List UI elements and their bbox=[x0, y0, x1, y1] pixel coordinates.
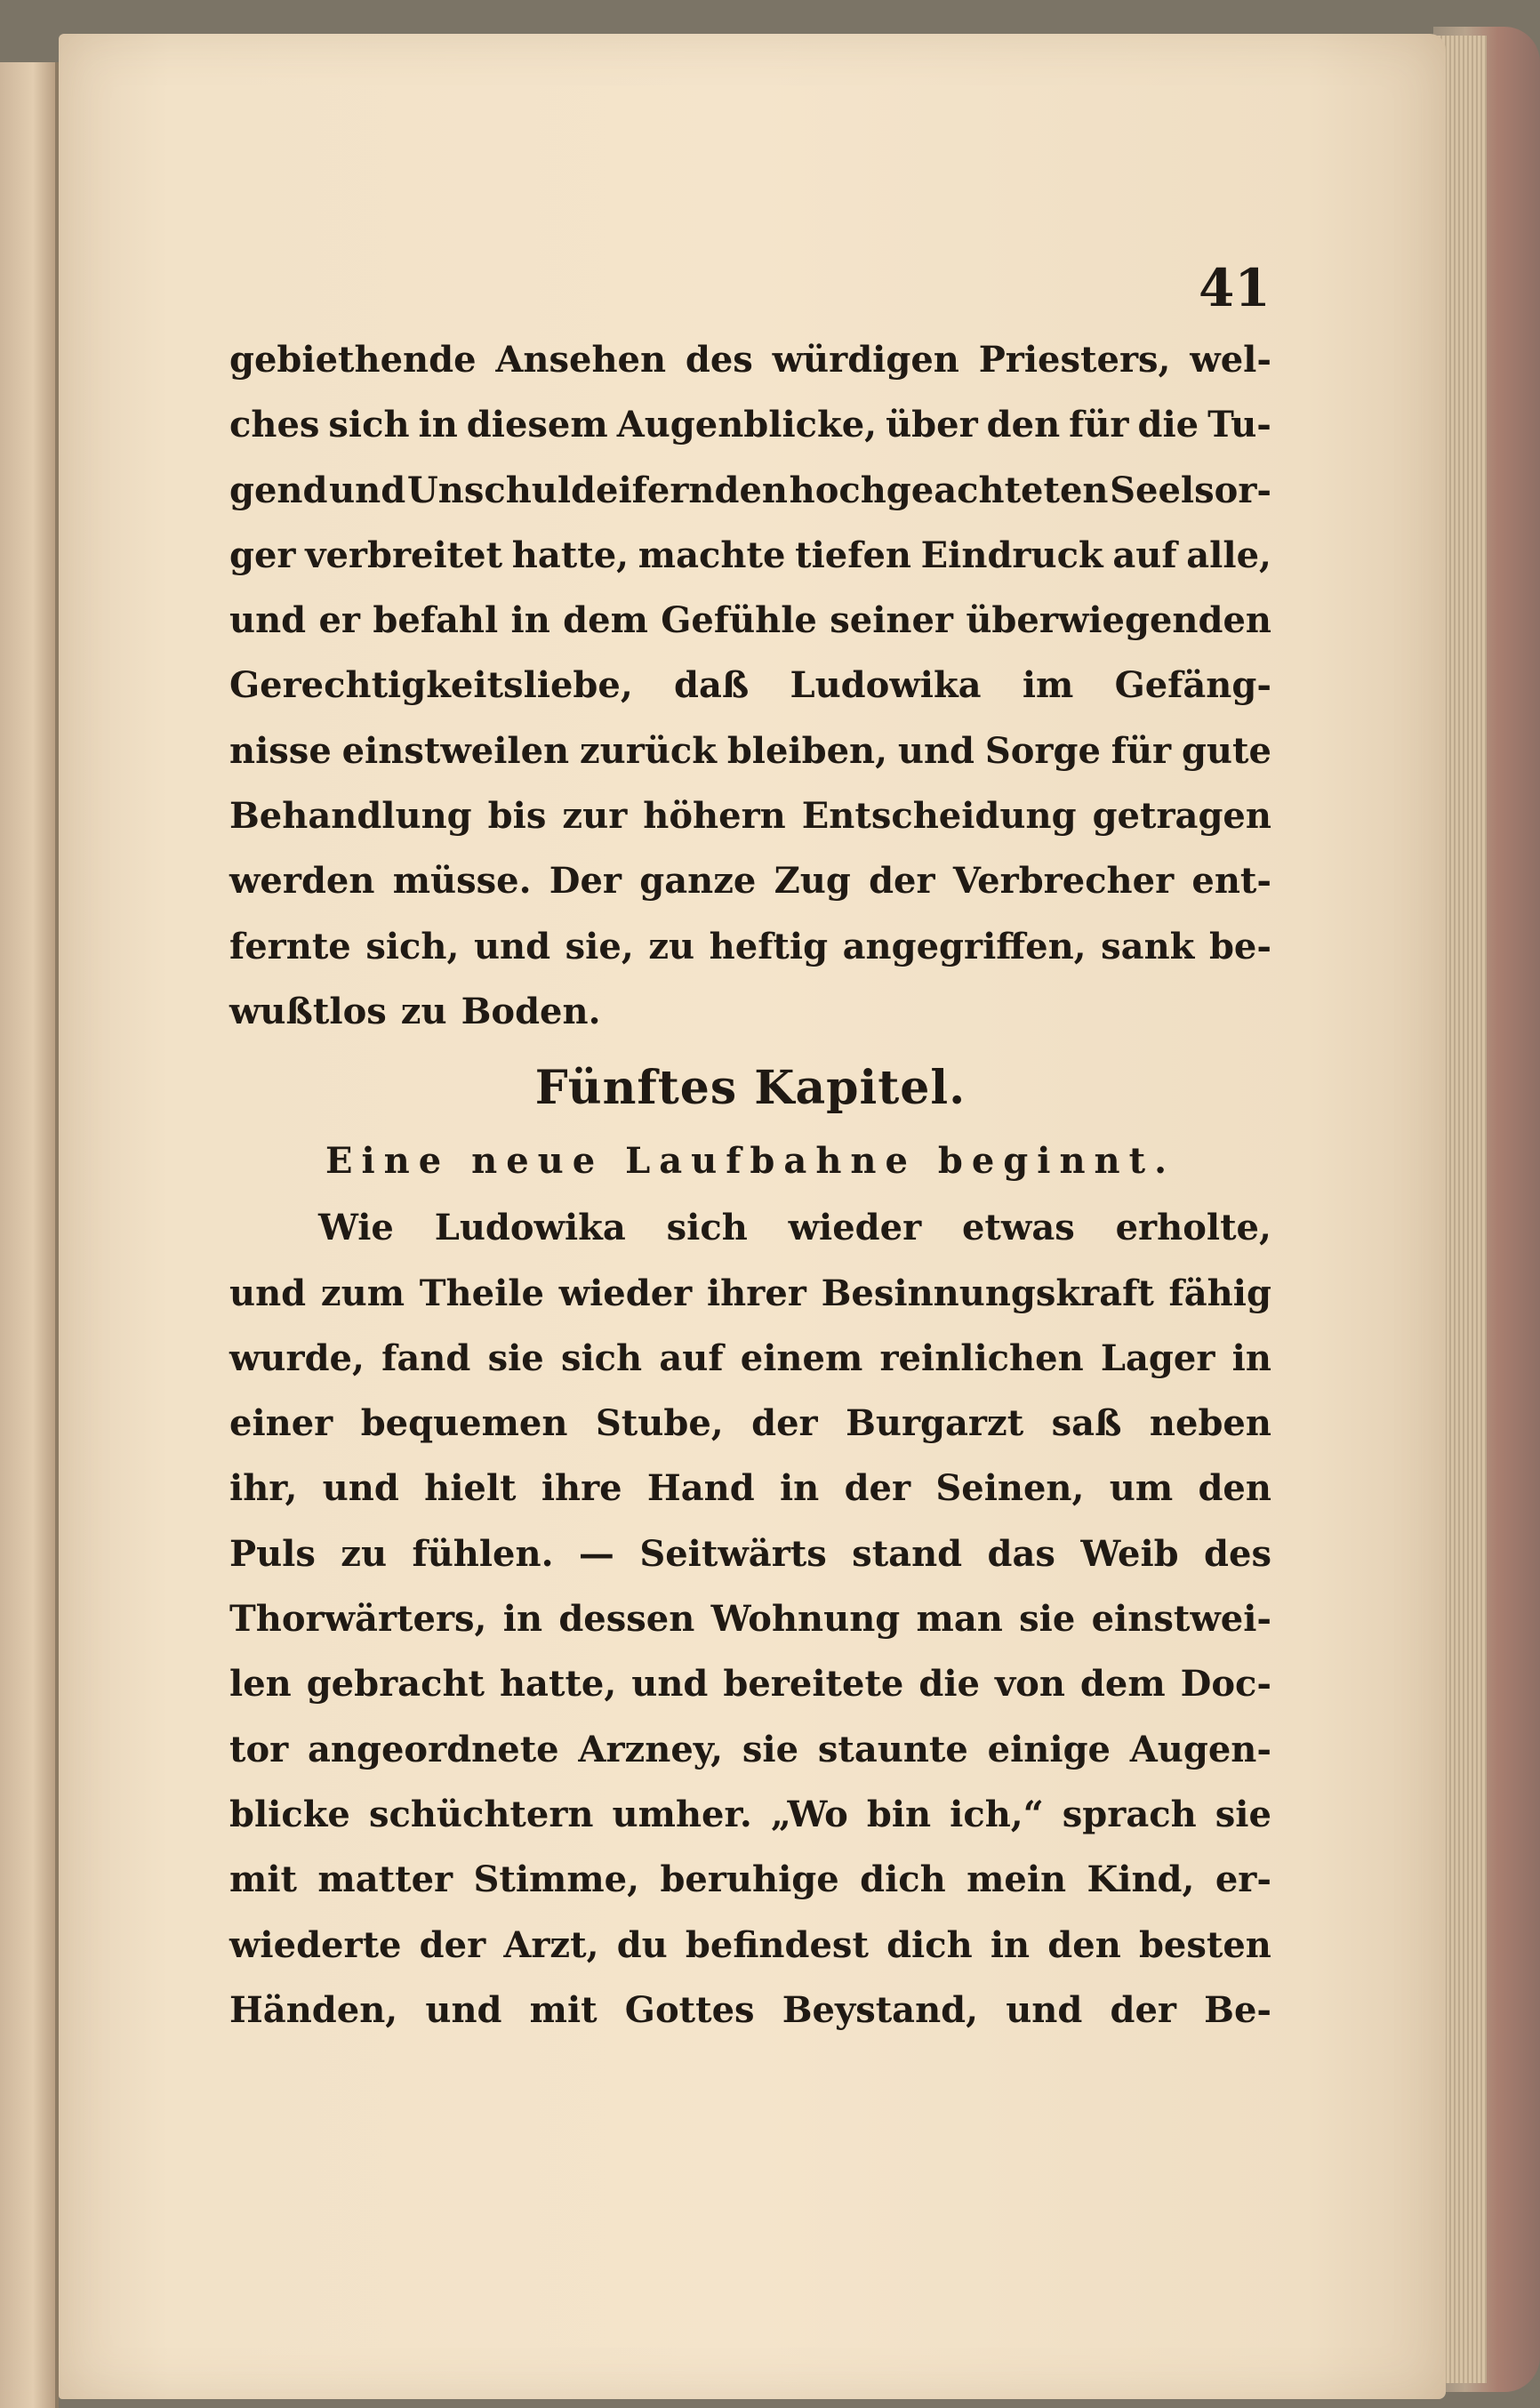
text-line: Wie Ludowika sich wieder etwas erholte, bbox=[318, 1207, 1271, 1249]
text-line: wurde, fand sie sich auf einem reinlichen Lager in bbox=[229, 1336, 1271, 1379]
text-line: ches sich in diesem Augenblicke, über den für die Tu- bbox=[229, 404, 1271, 446]
text-line: Händen, und mit Gottes Beystand, und der Be- bbox=[229, 1988, 1271, 2031]
previous-page-edge bbox=[0, 62, 59, 2408]
text-line: gebiethende Ansehen des würdigen Priesters, wel- bbox=[229, 339, 1271, 381]
text-line: und zum Theile wieder ihrer Besinnungskraft fähig bbox=[229, 1272, 1271, 1314]
text-line: Behandlung bis zur höhern Entscheidung getragen bbox=[229, 795, 1271, 838]
text-line: blicke schüchtern umher. „Wo bin ich,“ sprach sie bbox=[229, 1793, 1271, 1835]
chapter-title: Fünftes Kapitel. bbox=[534, 1061, 967, 1116]
text-line: Puls zu fühlen. — Seitwärts stand das Weib des bbox=[229, 1532, 1271, 1575]
text-line: wiederte der Arzt, du befindest dich in den besten bbox=[229, 1923, 1271, 1966]
text-line: und er befahl in dem Gefühle seiner überwiegenden bbox=[229, 599, 1271, 642]
text-line: einer bequemen Stube, der Burgarzt saß neben bbox=[229, 1402, 1271, 1445]
text-line: gend und Unschuldeifernden hochgeachteten Seelsor- bbox=[229, 469, 1271, 511]
paragraph-2 bbox=[229, 1195, 1271, 2043]
text-line: werden müsse. Der ganze Zug der Verbrecher ent- bbox=[229, 860, 1271, 903]
paragraph-1 bbox=[229, 327, 1271, 1044]
text-line: Gerechtigkeitsliebe, daß Ludowika im Gefäng- bbox=[229, 664, 1271, 707]
text-line: tor angeordnete Arzney, sie staunte einige Augen- bbox=[229, 1728, 1271, 1770]
text-line: wußtlos zu Boden. bbox=[229, 990, 601, 1032]
text-line: Thorwärters, in dessen Wohnung man sie einstwei- bbox=[229, 1598, 1271, 1641]
text-block bbox=[229, 327, 1271, 2043]
page-number: 41 bbox=[1199, 258, 1271, 318]
text-line: ger verbreitet hatte, machte tiefen Eindruck auf alle, bbox=[229, 534, 1271, 576]
text-line: ihr, und hielt ihre Hand in der Seinen, um den bbox=[229, 1467, 1271, 1510]
text-line: fernte sich, und sie, zu heftig angegriffen, sank be- bbox=[229, 925, 1271, 967]
chapter-subtitle: Eine neue Laufbahne beginnt. bbox=[325, 1140, 1176, 1183]
text-line: mit matter Stimme, beruhige dich mein Kind, er- bbox=[229, 1858, 1271, 1901]
text-line: len gebracht hatte, und bereitete die von dem Doc- bbox=[229, 1663, 1271, 1706]
text-line: nisse einstweilen zurück bleiben, und Sorge für gute bbox=[229, 729, 1271, 772]
